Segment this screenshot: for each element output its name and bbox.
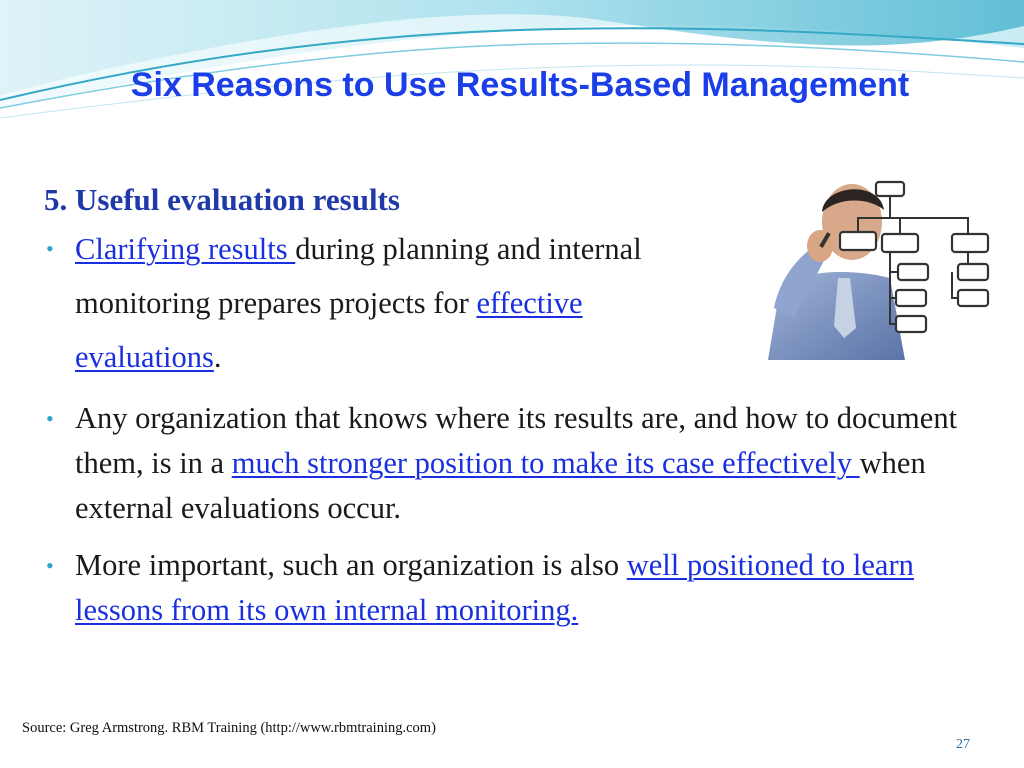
header-wave-decoration [0, 0, 1024, 130]
bullet-dot-icon: • [46, 236, 54, 261]
bullet-text: . [213, 340, 222, 374]
bullet-item [44, 222, 695, 384]
bullet-dot-icon: • [46, 406, 54, 431]
bullet-text: during planning and internal monitoring prepares projects for [75, 232, 642, 320]
subheading: 5. Useful evaluation results [44, 182, 400, 217]
source-citation: Source: Greg Armstrong. RBM Training (http://www.rbmtraining.com) [22, 720, 436, 736]
bullet-text: Any organization that knows where its results are, and how to document them, is in a [75, 401, 958, 480]
slide-number: 27 [956, 737, 970, 752]
bullet-item [44, 543, 994, 633]
link-stronger-position[interactable]: much stronger position to make its case effectively [231, 446, 860, 480]
slide-title: Six Reasons to Use Results-Based Management [130, 66, 910, 104]
bullet-dot-icon: • [46, 553, 54, 578]
link-effective-evaluations[interactable]: effective evaluations [75, 286, 583, 374]
link-learn-lessons[interactable]: well positioned to learn lessons from its own internal monitoring. [75, 548, 914, 627]
man-drawing-org-chart-photo [740, 178, 1002, 360]
bullet-text: More important, such an organization is also [75, 548, 627, 582]
link-clarifying-results[interactable]: Clarifying results [75, 232, 296, 266]
bullet-item [44, 396, 994, 531]
org-chart-illustration [740, 178, 1002, 360]
bullet-text: when external evaluations occur. [75, 446, 926, 525]
